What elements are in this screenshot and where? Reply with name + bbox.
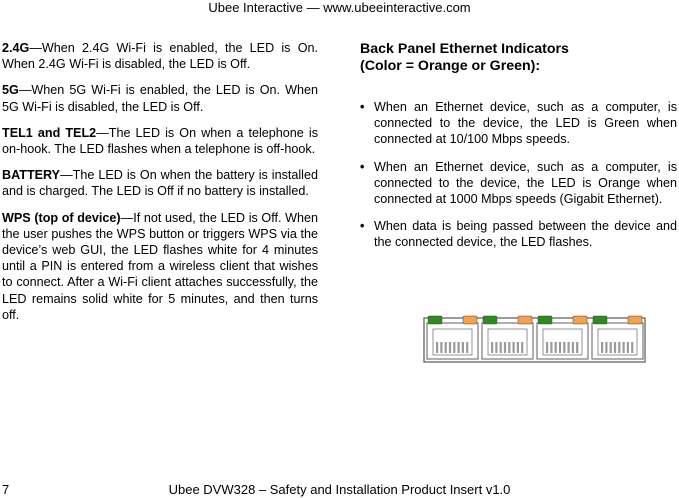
port-pin (436, 342, 438, 353)
port-pin (631, 342, 633, 353)
led-term: TEL1 and TEL2 (2, 125, 97, 140)
ethernet-port (592, 323, 643, 359)
port-pin (440, 342, 442, 353)
port-led-orange (573, 316, 587, 324)
page-header: Ubee Interactive — www.ubeeinteractive.com (208, 0, 471, 15)
bullet-icon: • (360, 219, 365, 234)
port-pin (445, 342, 447, 353)
port-pin (572, 342, 574, 353)
port-pin (458, 342, 460, 353)
led-item-tel (2, 125, 318, 157)
led-item-battery (2, 167, 318, 199)
led-text: —The LED is On when a telephone is on-hook. The LED flashes when a telephone is off-hook. (2, 125, 318, 157)
port-pin (513, 342, 515, 353)
port-led-green (593, 316, 607, 324)
ethernet-port (482, 323, 533, 359)
led-term: 5G (2, 83, 19, 98)
port-pin (462, 342, 464, 353)
port-pin (521, 342, 523, 353)
ethernet-indicators-section (360, 41, 677, 262)
list-item-text: When data is being passed between the device and the connected device, the LED flashes. (374, 219, 677, 250)
list-item-text: When an Ethernet device, such as a computer, is connected to the device, the LED is Green when connected at 10/100 Mbps speeds. (374, 100, 677, 147)
list-item (360, 218, 677, 250)
port-pin (504, 342, 506, 353)
port-pin (601, 342, 603, 353)
list-item (360, 99, 677, 148)
port-pin (491, 342, 493, 353)
port-pin (576, 342, 578, 353)
port-pin (508, 342, 510, 353)
led-item-2-4g (2, 40, 318, 72)
led-term: WPS (top of device) (2, 210, 121, 225)
port-pin (453, 342, 455, 353)
list-item-text: When an Ethernet device, such as a computer, is connected to the device, the LED is Orange when connected at 1000 Mbps speeds (Gigabit Ethernet). (374, 159, 677, 207)
port-pin (627, 342, 629, 353)
port-pin (546, 342, 548, 353)
led-term: 2.4G (2, 41, 30, 55)
port-pin (568, 342, 570, 353)
led-text: —If not used, the LED is Off. When the user pushes the WPS button or triggers WPS via the device’s web GUI, the LED flashes white for 4 minutes until a PIN is entered from a wireless client that wishes to connect. After a Wi-Fi client attaches successfully, the LED remains solid white for 5 minutes, and then turns off. (2, 210, 319, 322)
ethernet-port (537, 323, 588, 359)
led-text: —When 2.4G Wi-Fi is enabled, the LED is On. When 2.4G Wi-Fi is disabled, the LED is Off. (2, 41, 318, 72)
port-pin (466, 342, 468, 353)
led-descriptions (2, 40, 318, 333)
document-title: Ubee DVW328 – Safety and Installation Product Insert v1.0 (168, 482, 511, 497)
heading-line: (Color = Orange or Green): (360, 58, 541, 74)
port-pin (563, 342, 565, 353)
port-pin (550, 342, 552, 353)
port-pin (517, 342, 519, 353)
port-led-green (428, 316, 442, 324)
list-item (360, 159, 677, 208)
ethernet-ports-figure (423, 314, 647, 364)
port-pin (618, 342, 620, 353)
port-pin (559, 342, 561, 353)
port-pin (623, 342, 625, 353)
port-led-green (538, 316, 552, 324)
led-text: —When 5G Wi-Fi is enabled, the LED is On. When 5G Wi-Fi is disabled, the LED is Off. (2, 83, 318, 114)
port-pin (495, 342, 497, 353)
bullet-icon: • (360, 159, 365, 174)
led-item-5g (2, 82, 318, 114)
page-number: 7 (2, 482, 10, 497)
port-pin (610, 342, 612, 353)
port-pin (614, 342, 616, 353)
bullet-icon: • (360, 100, 365, 114)
port-led-orange (628, 316, 642, 324)
section-heading (360, 41, 677, 75)
port-pin (605, 342, 607, 353)
port-led-orange (463, 316, 477, 324)
heading-line: Back Panel Ethernet Indicators (360, 41, 569, 57)
port-led-orange (518, 316, 532, 324)
port-pin (449, 342, 451, 353)
led-item-wps (2, 210, 318, 323)
led-text: —The LED is On when the battery is installed and is charged. The LED is Off if no battery is installed. (2, 168, 318, 199)
led-term: BATTERY (2, 168, 61, 183)
port-pin (500, 342, 502, 353)
indicator-list (360, 99, 677, 251)
port-led-green (483, 316, 497, 324)
port-pin (555, 342, 557, 353)
ethernet-port (427, 323, 478, 359)
